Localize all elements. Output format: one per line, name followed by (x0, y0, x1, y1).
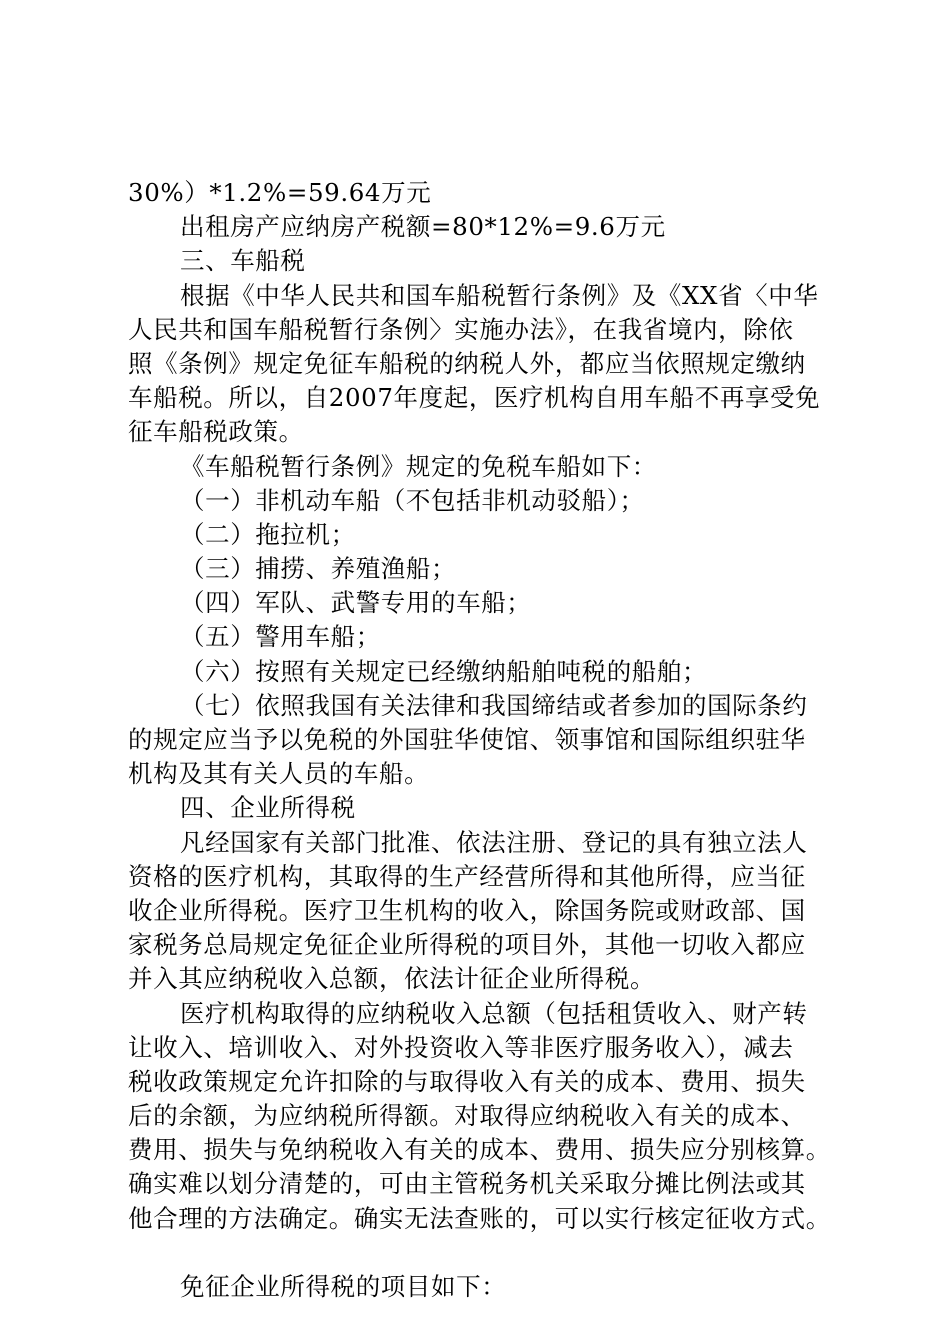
text-line: 后的余额，为应纳税所得额。对取得应纳税收入有关的成本、 (128, 1101, 806, 1131)
text-line: （六）按照有关规定已经缴纳船舶吨税的船舶； (180, 656, 708, 686)
text-line: （二）拖拉机； (180, 519, 356, 549)
text-line: （三）捕捞、养殖渔船； (180, 554, 457, 584)
text-line: 确实难以划分清楚的，可由主管税务机关采取分摊比例法或其 (128, 1169, 806, 1199)
text-line: 收企业所得税。医疗卫生机构的收入，除国务院或财政部、国 (128, 895, 806, 925)
paragraph-gap (128, 1236, 838, 1270)
text-line: 税收政策规定允许扣除的与取得收入有关的成本、费用、损失 (128, 1066, 806, 1096)
text-line: 照《条例》规定免征车船税的纳税人外，都应当依照规定缴纳 (128, 348, 806, 378)
text-line: （七）依照我国有关法律和我国缔结或者参加的国际条约 (180, 690, 808, 720)
text-line: 车船税。所以，自2007年度起，医疗机构自用车船不再享受免 (128, 383, 821, 413)
text-line: （五）警用车船； (180, 622, 381, 652)
text-line: （四）军队、武警专用的车船； (180, 588, 532, 618)
text-line: 三、车船税 (180, 246, 306, 276)
text-line: 四、企业所得税 (180, 793, 356, 823)
text-line: 并入其应纳税收入总额，依法计征企业所得税。 (128, 964, 656, 994)
closing-line: 免征企业所得税的项目如下： (180, 1271, 507, 1301)
document-body (128, 176, 838, 1304)
text-line: 《车船税暂行条例》规定的免税车船如下： (180, 451, 657, 481)
text-line: 根据《中华人民共和国车船税暂行条例》及《XX省〈中华 (180, 280, 819, 310)
text-line: 征车船税政策。 (128, 417, 304, 447)
text-line: （一）非机动车船（不包括非机动驳船）； (180, 485, 645, 515)
text-line: 凡经国家有关部门批准、依法注册、登记的具有独立法人 (180, 827, 808, 857)
text-line: 30%）*1.2%=59.64万元 (128, 178, 432, 207)
text-line: 机构及其有关人员的车船。 (128, 759, 430, 789)
text-line: 家税务总局规定免征企业所得税的项目外，其他一切收入都应 (128, 930, 806, 960)
text-line: 资格的医疗机构，其取得的生产经营所得和其他所得，应当征 (128, 861, 806, 891)
text-line: 让收入、培训收入、对外投资收入等非医疗服务收入），减去 (128, 1032, 794, 1062)
text-line: 他合理的方法确定。确实无法查账的，可以实行核定征收方式。 (128, 1203, 831, 1233)
paragraph-lines (128, 176, 838, 1236)
text-line: 费用、损失与免纳税收入有关的成本、费用、损失应分别核算。 (128, 1135, 831, 1165)
text-line: 医疗机构取得的应纳税收入总额（包括租赁收入、财产转 (180, 998, 808, 1028)
text-line: 出租房产应纳房产税额=80*12%=9.6万元 (180, 212, 666, 242)
text-line: 的规定应当予以免税的外国驻华使馆、领事馆和国际组织驻华 (128, 725, 806, 754)
text-line: 人民共和国车船税暂行条例〉实施办法》，在我省境内，除依 (128, 314, 794, 344)
